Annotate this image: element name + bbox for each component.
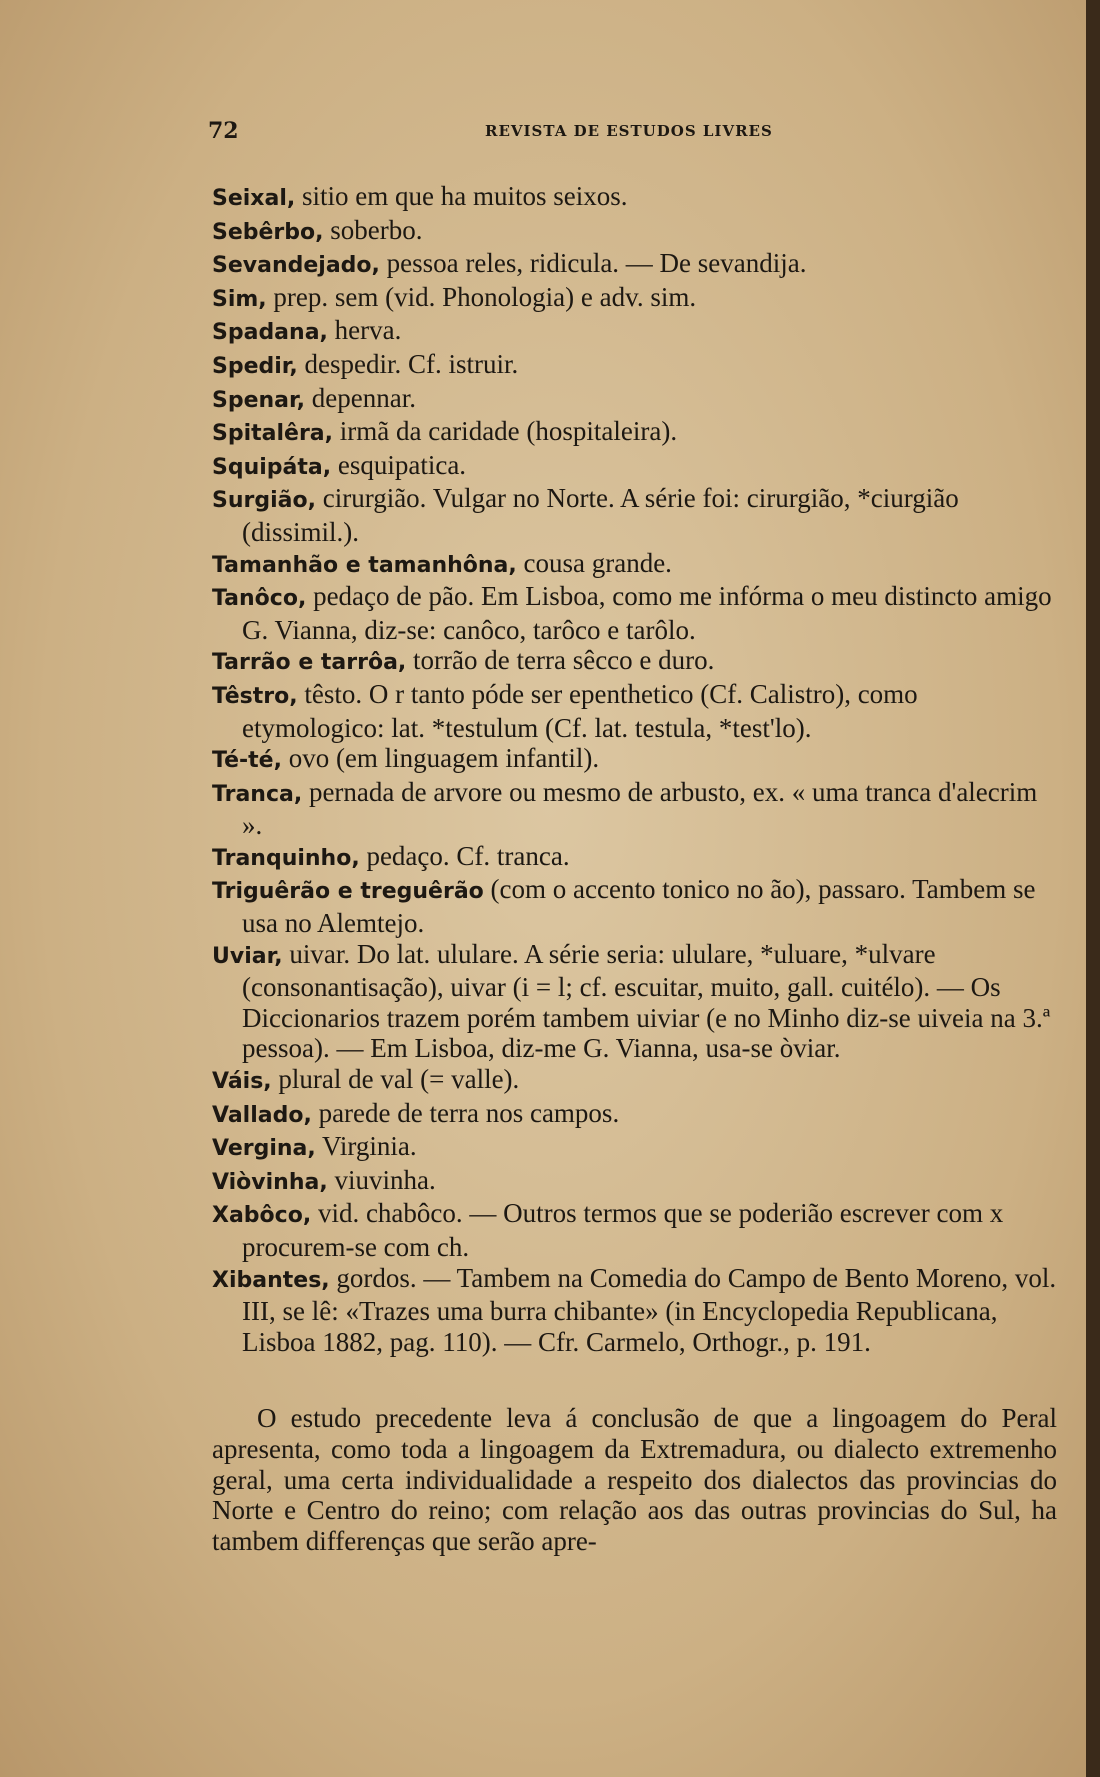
entry-lemma: Xibantes, — [212, 1267, 330, 1293]
glossary-entry — [212, 645, 1057, 679]
glossary-text — [212, 181, 1057, 1556]
entry-lemma: Spedir, — [212, 353, 298, 379]
entry-definition: viuvinha. — [327, 1164, 436, 1195]
entry-definition: cirurgião. Vulgar no Norte. A série foi: cirurgião, *ciurgião (dissimil.). — [242, 483, 959, 547]
page-number: 72 — [208, 118, 239, 144]
entry-lemma: Têstro, — [212, 683, 298, 709]
entry-lemma: Tranca, — [212, 781, 303, 807]
entry-definition: esquipatica. — [331, 449, 467, 480]
entry-lemma: Sim, — [212, 286, 267, 312]
glossary-entry — [212, 1164, 1057, 1199]
entry-lemma: Vallado, — [212, 1102, 312, 1128]
glossary-entry — [212, 281, 1057, 316]
glossary-entry — [212, 938, 1057, 1064]
entry-lemma: Vergina, — [212, 1136, 316, 1162]
glossary-entry — [212, 181, 1057, 215]
glossary-entry — [212, 1262, 1057, 1358]
entry-lemma: Té-té, — [212, 748, 282, 774]
glossary-entry — [212, 416, 1057, 450]
glossary-entry — [212, 678, 1057, 743]
entry-lemma: Tarrão e tarrôa, — [212, 650, 407, 676]
entry-definition: pernada de arvore ou mesmo de arbusto, ex. « uma tranca d'alecrim ». — [242, 776, 1038, 841]
entry-lemma: Triguêrão e treguêrão — [212, 879, 484, 905]
entry-definition: pedaço. Cf. tranca. — [359, 840, 570, 871]
entry-lemma: Tranquinho, — [212, 845, 360, 871]
entry-definition: irmã da caridade (hospitaleira). — [333, 416, 678, 447]
glossary-entry — [212, 214, 1057, 249]
glossary-entry — [212, 1097, 1057, 1132]
entry-definition: ovo (em linguagem infantil). — [281, 743, 600, 774]
entry-definition: gordos. — Tambem na Comedia do Campo de Bento Moreno, vol. III, se lê: «Trazes uma burra chibante» (in Encyclopedia Republicana, Lisboa 1882, pag. 110). — Cfr. Carmelo, Orthogr., p. 191. — [242, 1262, 1057, 1357]
glossary-entry — [212, 840, 1057, 875]
glossary-entry — [212, 1131, 1057, 1165]
glossary-entry — [212, 581, 1057, 645]
section-gap — [212, 1357, 1057, 1403]
entry-definition: herva. — [327, 315, 402, 346]
glossary-entry — [212, 547, 1057, 582]
entry-lemma: Tamanhão e tamanhôna, — [212, 552, 517, 578]
entry-lemma: Spenar, — [212, 387, 305, 413]
entry-lemma: Sebêrbo, — [212, 219, 324, 245]
entry-definition: uivar. Do lat. ululare. A série seria: ululare, *uluare, *ulvare (consonantisação), uivar (i = l; cf. escuitar, muito, gall. cuitélo). — Os Diccionarios trazem porém tambem uiviar (e no Minho diz-se uiveia na 3.ª pessoa). — Em Lisboa, diz-me G. Vianna, usa-se òviar. — [242, 938, 1051, 1064]
entry-lemma: Sevandejado, — [212, 253, 380, 279]
glossary-entry — [212, 776, 1057, 841]
entry-definition: (com o accento tonico no ão), passaro. Tambem se usa no Alemtejo. — [242, 874, 1036, 939]
glossary-entry — [212, 449, 1057, 484]
entry-lemma: Váis, — [212, 1069, 272, 1095]
glossary-entry — [212, 315, 1057, 349]
entry-lemma: Spitalêra, — [212, 421, 334, 447]
entry-lemma: Xabôco, — [212, 1203, 312, 1229]
glossary-entry — [212, 743, 1057, 777]
entry-lemma: Viòvinha, — [212, 1169, 328, 1195]
page-header — [208, 118, 780, 148]
glossary-entry — [212, 1198, 1057, 1262]
running-title: REVISTA DE ESTUDOS LIVRES — [485, 122, 773, 140]
entry-definition: cousa grande. — [516, 547, 672, 578]
entry-definition: Virginia. — [315, 1131, 417, 1162]
entry-definition: parede de terra nos campos. — [311, 1097, 620, 1128]
glossary-entry — [212, 248, 1057, 282]
glossary-entry — [212, 1064, 1057, 1098]
entry-definition: torrão de terra sêcco e duro. — [406, 645, 715, 676]
conclusion-paragraph: O estudo precedente leva á conclusão de que a lingoagem do Peral apresenta, como toda a lingoagem da Extremadura, ou dialecto extremenho geral, uma certa individualidade a respeito dos dialectos das provincias do Norte e Centro do reino; com relação aos das outras provincias do Sul, ha tambem differenças que serão apre- — [212, 1403, 1057, 1556]
glossary-entry — [212, 483, 1057, 547]
entry-definition: vid. chabôco. — Outros termos que se poderião escrever com x procurem-se com ch. — [242, 1198, 1004, 1262]
glossary-entry — [212, 874, 1057, 939]
entry-definition: têsto. O r tanto póde ser epenthetico (Cf. Calistro), como etymologico: lat. *testulum (Cf. lat. testula, *test'lo). — [242, 678, 918, 743]
glossary-entry — [212, 382, 1057, 417]
entry-definition: depennar. — [305, 382, 416, 413]
entry-definition: pessoa reles, ridicula. — De sevandija. — [379, 248, 807, 279]
entry-definition: pedaço de pão. Em Lisboa, como me infórma o meu distincto amigo G. Vianna, diz-se: canôco, tarôco e tarôlo. — [242, 581, 1052, 645]
entry-definition: plural de val (= valle). — [271, 1064, 520, 1095]
page-spine-edge — [1086, 0, 1100, 1777]
entry-lemma: Spadana, — [212, 320, 328, 346]
entry-lemma: Squipáta, — [212, 454, 332, 480]
entry-definition: sitio em que ha muitos seixos. — [295, 181, 628, 211]
entry-lemma: Uviar, — [212, 943, 283, 969]
entry-lemma: Tanôco, — [212, 586, 307, 612]
glossary-entries — [212, 181, 1057, 1357]
entry-definition: soberbo. — [323, 214, 423, 245]
entry-lemma: Surgião, — [212, 488, 316, 514]
entry-definition: despedir. Cf. istruir. — [297, 348, 519, 379]
entry-lemma: Seixal, — [212, 186, 296, 211]
glossary-entry — [212, 348, 1057, 383]
entry-definition: prep. sem (vid. Phonologia) e adv. sim. — [266, 281, 697, 312]
